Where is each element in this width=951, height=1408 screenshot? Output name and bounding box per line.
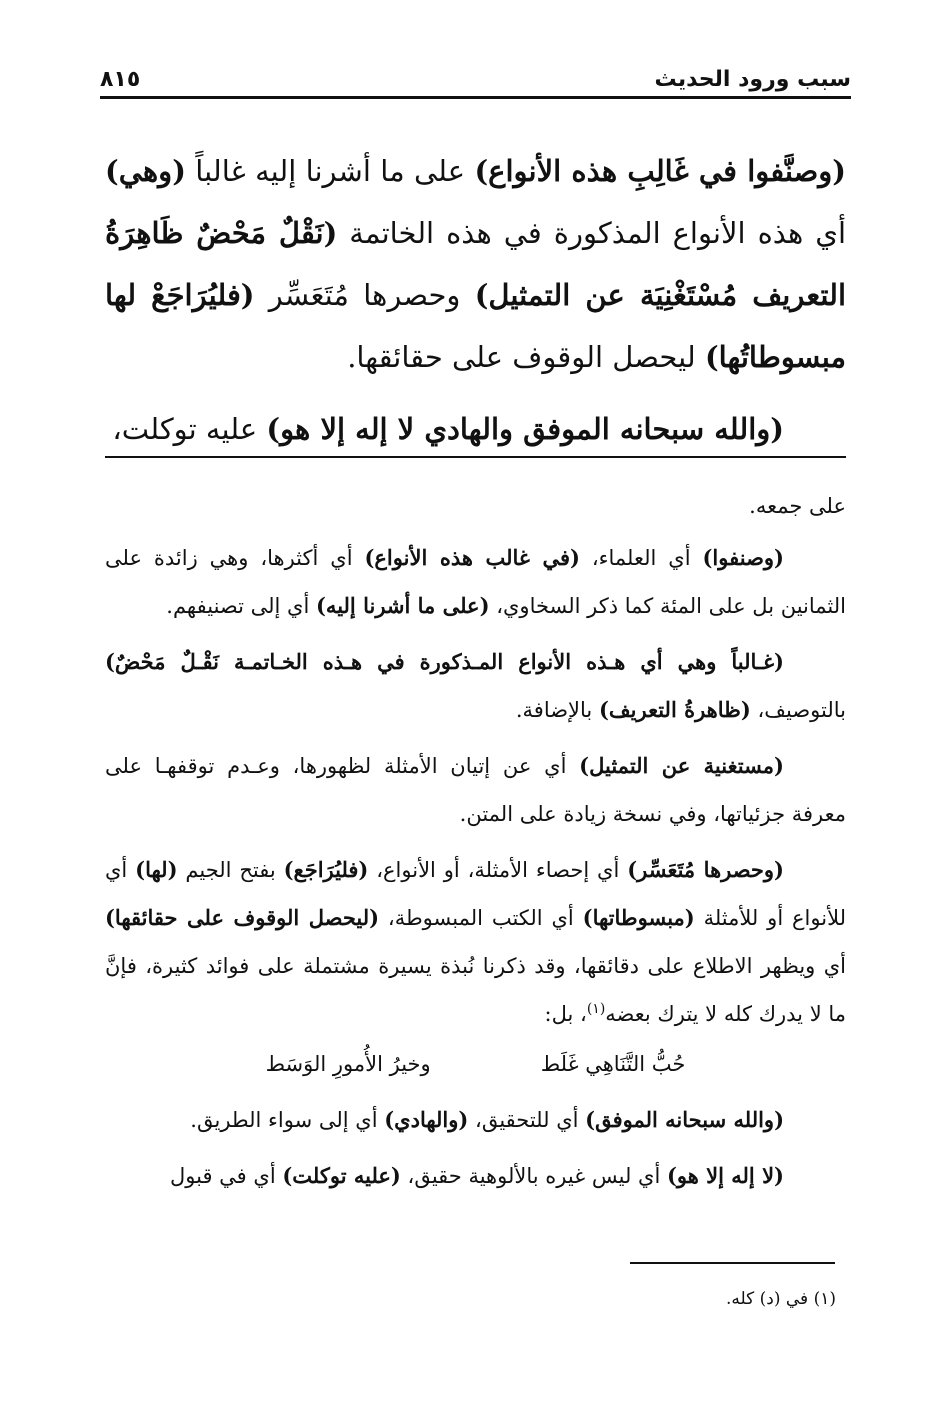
sharh-commentary: [105, 482, 846, 1208]
text-run: أي هذه الأنواع المذكورة في هذه الخاتمة: [337, 216, 846, 250]
quoted-matn-phrase: (والله سبحانه الموفق والهادي لا إله إلا هو): [266, 412, 784, 446]
quoted-matn-phrase: (غـالباً وهي أي هـذه الأنواع المـذكورة في هـذه الخـاتمـة نَقْـلٌ مَحْضٌ): [105, 649, 784, 674]
text-run: ليحصل الوقوف على حقائقها.: [347, 340, 705, 374]
sharh-paragraph: [105, 846, 846, 1038]
matn-text: [105, 140, 846, 460]
quoted-matn-phrase: (في غالب هذه الأنواع): [364, 545, 580, 570]
quoted-matn-phrase: (لها): [135, 857, 178, 882]
quoted-matn-phrase: (والله سبحانه الموفق): [585, 1107, 784, 1132]
sharh-paragraph: [105, 638, 846, 734]
quoted-matn-phrase: (مبسوطاتها): [582, 905, 695, 930]
footnote-ref[interactable]: (١): [586, 1001, 606, 1017]
text-run: بالتوصيف،: [750, 698, 846, 722]
quoted-matn-phrase: (مستغنية عن التمثيل): [579, 753, 784, 778]
text-run: أي إلى تصنيفهم.: [166, 594, 316, 618]
text-run: على جمعه.: [749, 494, 846, 518]
footnote: (١) في (د) كله.: [726, 1289, 836, 1309]
text-run: عليه توكلت،: [112, 412, 267, 446]
text-run: أي إحصاء الأمثلة، أو الأنواع،: [368, 858, 628, 882]
quoted-matn-phrase: (ليحصل الوقوف على حقائقها): [105, 905, 380, 930]
matn-paragraph: [105, 140, 846, 388]
text-run: ، بل:: [544, 1002, 587, 1026]
text-run: أي عن إتيان الأمثلة لظهورها، وعـدم توقفهـا على معرفة جزئياتها، وفي نسخة زيادة على المتن.: [105, 754, 846, 826]
text-run: بفتح الجيم: [177, 858, 284, 882]
sharh-paragraph: [105, 742, 846, 838]
text-run: وحصرها مُتَعَسِّر: [254, 278, 475, 312]
text-run: أي للأنواع أو للأمثلة: [105, 858, 847, 930]
verse-hemistich-second: وخيرُ الأُمورِ الوَسَط: [265, 1052, 431, 1076]
quoted-matn-phrase: (وصنَّفوا في غَالِبِ هذه الأنواع): [474, 154, 847, 188]
running-title: سبب ورود الحديث: [654, 67, 851, 92]
header-rule: [100, 96, 851, 99]
quoted-matn-phrase: (وصنفوا): [702, 545, 784, 570]
quoted-matn-phrase: (فليُرَاجَع): [283, 857, 369, 882]
sharh-paragraph: [105, 534, 846, 630]
page-number: ٨١٥: [100, 67, 141, 92]
matn-sharh-divider: [105, 456, 846, 458]
text-run: أي الكتب المبسوطة،: [379, 906, 583, 930]
text-run: أي ليس غيره بالألوهية حقيق،: [400, 1164, 667, 1188]
quoted-matn-phrase: (والهادي): [384, 1107, 469, 1132]
poetry-verse: [105, 1040, 846, 1088]
text-run: أي للتحقيق،: [468, 1108, 586, 1132]
quoted-matn-phrase: (عليه توكلت): [282, 1163, 401, 1188]
quoted-matn-phrase: (لا إله إلا هو): [666, 1163, 784, 1188]
sharh-paragraph: [105, 1152, 846, 1200]
text-run: على ما أشرنا إليه غالباً: [185, 154, 475, 188]
text-run: أي العلماء،: [579, 546, 703, 570]
sharh-paragraph: [105, 1096, 846, 1144]
quoted-matn-phrase: (وحصرها مُتَعَسِّر): [627, 857, 784, 882]
text-run: أي ويظهر الاطلاع على دقائقها، وقد ذكرنا نُبذة يسيرة مشتملة على فوائد كثيرة، فإنَّ ما لا يدرك كله لا يترك بعضه: [105, 954, 846, 1026]
verse-hemistich-first: حُبُّ التَّنَاهِي غَلَط: [540, 1052, 686, 1076]
text-run: أي في قبول: [170, 1164, 283, 1188]
text-run: أي أكثرها، وهي زائدة على الثمانين بل على المئة كما ذكر السخاوي،: [105, 546, 846, 618]
quoted-matn-phrase: (على ما أشرنا إليه): [316, 593, 490, 618]
text-run: أي إلى سواء الطريق.: [190, 1108, 385, 1132]
footnote-rule: [630, 1262, 835, 1264]
quoted-matn-phrase: (وهي): [105, 154, 186, 188]
sharh-paragraph: [105, 482, 846, 530]
text-run: بالإضافة.: [515, 698, 599, 722]
quoted-matn-phrase: (نَقْلٌ مَحْضٌ ظَاهِرَةُ التعريف مُسْتَغْنِيَة عن التمثيل): [105, 216, 846, 312]
matn-closing-line: [105, 398, 846, 460]
quoted-matn-phrase: (ظاهرةُ التعريف): [598, 697, 751, 722]
quoted-matn-phrase: (فليُرَاجَعْ لها مبسوطاتُها): [105, 278, 846, 374]
page-header: [100, 58, 851, 92]
